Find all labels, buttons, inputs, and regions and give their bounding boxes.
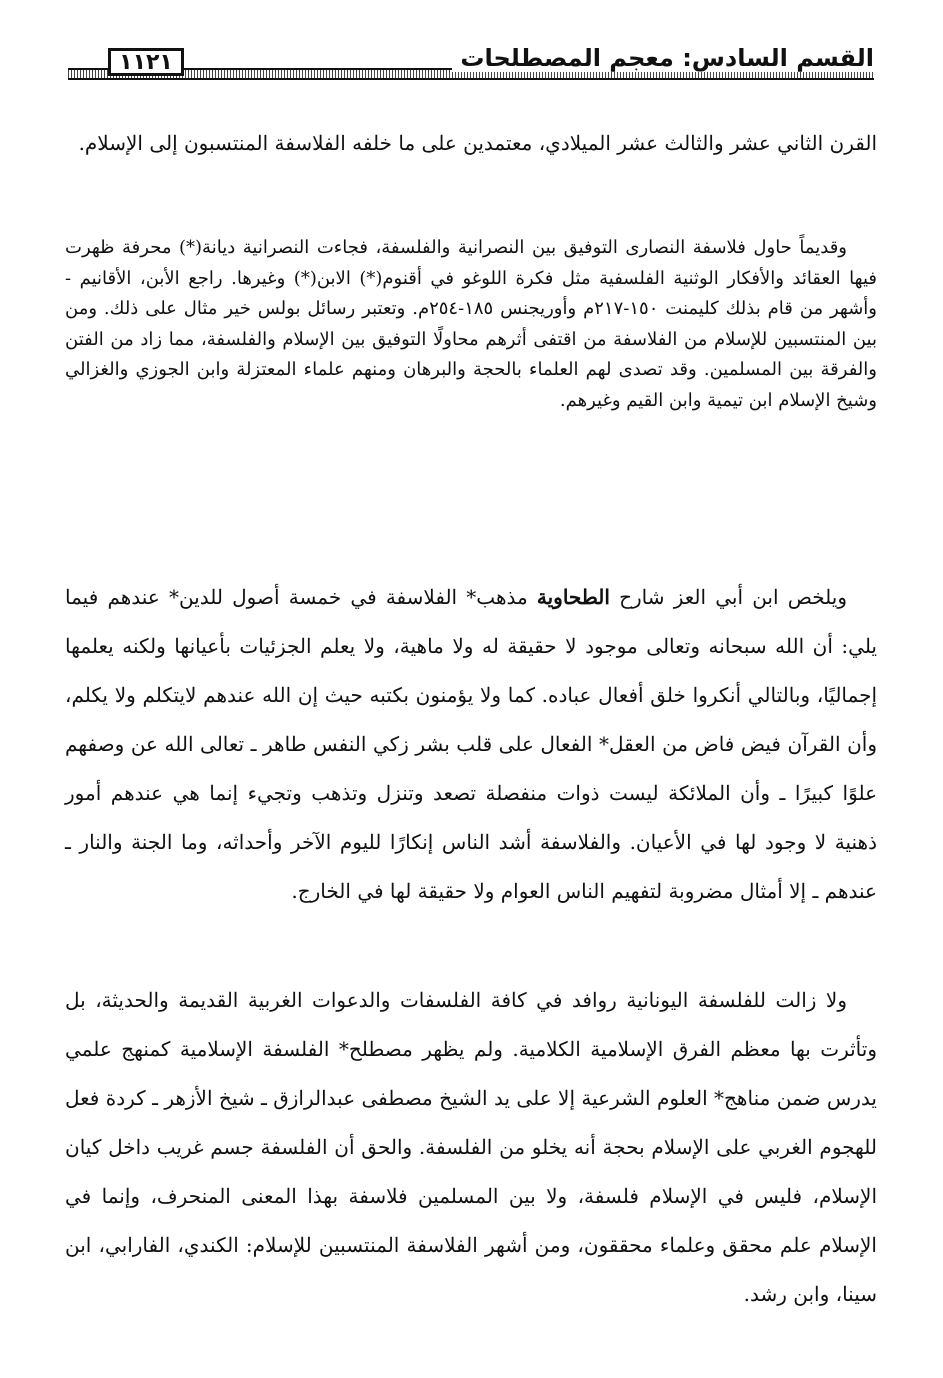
paragraph-3-rest: مذهب* الفلاسفة في خمسة أصول للدين* عندهم فيما يلي: أن الله سبحانه وتعالى موجود لا حقيقة له ولا ماهية، ولا يعلم الجزئيات بأعيانها ولكنه يعلمها إجماليًا، وبالتالي أنكروا خلق أفعال عباده. كما ولا يؤمنون بكتبه حيث إن الله عندهم لايتكلم ولا يكلم، وأن القرآن فيض فاض من العقل* الفعال على قلب بشر زكي النفس طاهر ـ تعالى الله عن وصفهم علوًا كبيرًا ـ وأن الملائكة ليست ذوات منفصلة تصعد وتنزل وتذهب وتجيء إنما هي عندهم أمور ذهنية لا وجود لها في الأعيان. والفلاسفة أشد الناس إنكارًا لليوم الآخر وأحداثه، وما الجنة والنار ـ عندهم ـ إلا أمثال مضروبة لتفهيم الناس العوام ولا حقيقة لها في الخارج. bbox=[65, 585, 878, 903]
paragraph-4-text: ولا زالت للفلسفة اليونانية روافد في كافة الفلسفات والدعوات الغربية القديمة والحديثة، بل وتأثرت بها معظم الفرق الإسلامية الكلامية. ولم يظهر مصطلح* الفلسفة الإسلامية كمنهج علمي يدرس ضمن مناهج* العلوم الشرعية إلا على يد الشيخ مصطفى عبدالرازق ـ شيخ الأزهر ـ كردة فعل للهجوم الغربي على الإسلام بحجة أنه يخلو من الفلسفة. والحق أن الفلسفة جسم غريب داخل كيان الإسلام، فليس في الإسلام فلسفة، ولا بين المسلمين فلاسفة بهذا المعنى المنحرف، وإنما في الإسلام علم محقق وعلماء محققون، ومن أشهر الفلاسفة المنتسبين للإسلام: الكندي، الفارابي، ابن سينا، وابن رشد. bbox=[65, 988, 878, 1306]
page-number: ١١٢١ bbox=[108, 48, 184, 76]
paragraph-3-text bbox=[65, 573, 877, 916]
page-header bbox=[68, 38, 874, 82]
paragraph-five-principles bbox=[65, 573, 877, 916]
paragraph-3-lead: ويلخص ابن أبي العز شارح bbox=[609, 585, 847, 609]
paragraph-1-text: القرن الثاني عشر والثالث عشر الميلادي، معتمدين على ما خلفه الفلاسفة المنتسبون إلى الإسلام. bbox=[78, 131, 877, 155]
paragraph-continuation bbox=[65, 117, 877, 169]
running-title: القسم السادس: معجم المصطلحات bbox=[452, 44, 874, 72]
paragraph-2-text: وقديماً حاول فلاسفة النصارى التوفيق بين النصرانية والفلسفة، فجاءت النصرانية ديانة(*) محرفة ظهرت فيها العقائد والأفكار الوثنية الفلسفية مثل فكرة اللوغو في أقنوم(*) الابن(*) وغيرها. راجع الأبن، الأقانيم - وأشهر من قام بذلك كليمنت ١٥٠-٢١٧م وأوريجنس ١٨٥-٢٥٤م. وتعتبر رسائل بولس خير مثال على ذلك. ومن بين المنتسبين للإسلام من الفلاسفة من اقتفى أثرهم محاولًا التوفيق بين الإسلام والفلسفة، مما زاد من الفتن والفرقة بين المسلمين. وقد تصدى لهم العلماء بالحجة والبرهان ومنهم علماء المعتزلة وابن الجوزي والغزالي وشيخ الإسلام ابن تيمية وابن القيم وغيرهم. bbox=[65, 237, 878, 411]
book-title-tahawiyya: الطحاوية bbox=[536, 585, 610, 609]
paragraph-greek-influence bbox=[65, 976, 877, 1319]
paragraph-christian-philosophy bbox=[65, 233, 877, 416]
